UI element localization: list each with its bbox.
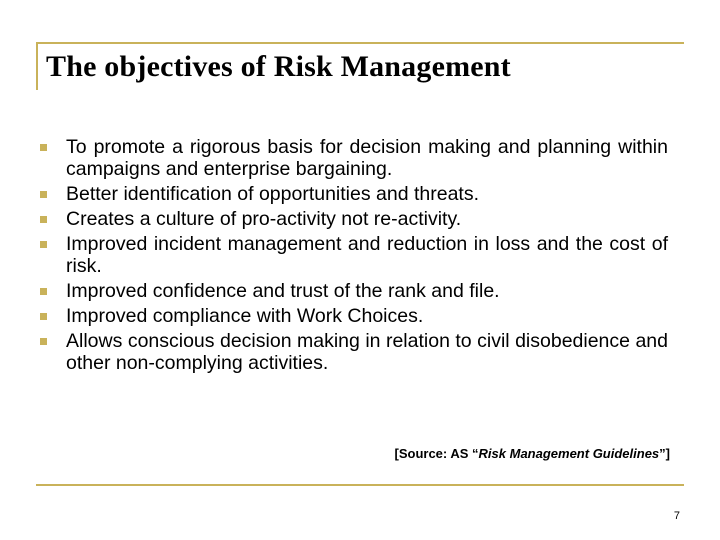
bullet-text: Allows conscious decision making in relation to civil disobedience and other non-complying activities.: [66, 330, 668, 374]
source-suffix: ”]: [659, 446, 670, 461]
square-bullet-icon: [40, 288, 47, 295]
square-bullet-icon: [40, 216, 47, 223]
bullet-item: [40, 280, 668, 302]
square-bullet-icon: [40, 313, 47, 320]
source-title: Risk Management Guidelines: [478, 446, 660, 461]
source-citation: [395, 446, 670, 461]
bullet-item: [40, 330, 668, 374]
square-bullet-icon: [40, 144, 47, 151]
bullet-item: [40, 305, 668, 327]
square-bullet-icon: [40, 191, 47, 198]
source-prefix: [Source: AS “: [394, 446, 479, 461]
bullet-item: [40, 136, 668, 180]
bullet-item: [40, 208, 668, 230]
bullet-text: Improved compliance with Work Choices.: [66, 305, 424, 327]
bullet-text: Better identification of opportunities and threats.: [66, 183, 480, 205]
bullet-text: Improved incident management and reduction in loss and the cost of risk.: [66, 233, 668, 277]
title-side-rule: [36, 42, 38, 90]
bullet-item: [40, 183, 668, 205]
square-bullet-icon: [40, 241, 47, 248]
bullet-list: [40, 136, 668, 377]
slide-title: The objectives of Risk Management: [46, 50, 511, 83]
square-bullet-icon: [40, 338, 47, 345]
footer-rule: [36, 484, 684, 486]
title-top-rule: [36, 42, 684, 44]
bullet-item: [40, 233, 668, 277]
bullet-text: To promote a rigorous basis for decision making and planning within campaigns and enterprise bargaining.: [66, 136, 668, 180]
bullet-text: Improved confidence and trust of the rank and file.: [66, 280, 500, 302]
page-number: 7: [673, 510, 680, 522]
bullet-text: Creates a culture of pro-activity not re-activity.: [66, 208, 462, 230]
